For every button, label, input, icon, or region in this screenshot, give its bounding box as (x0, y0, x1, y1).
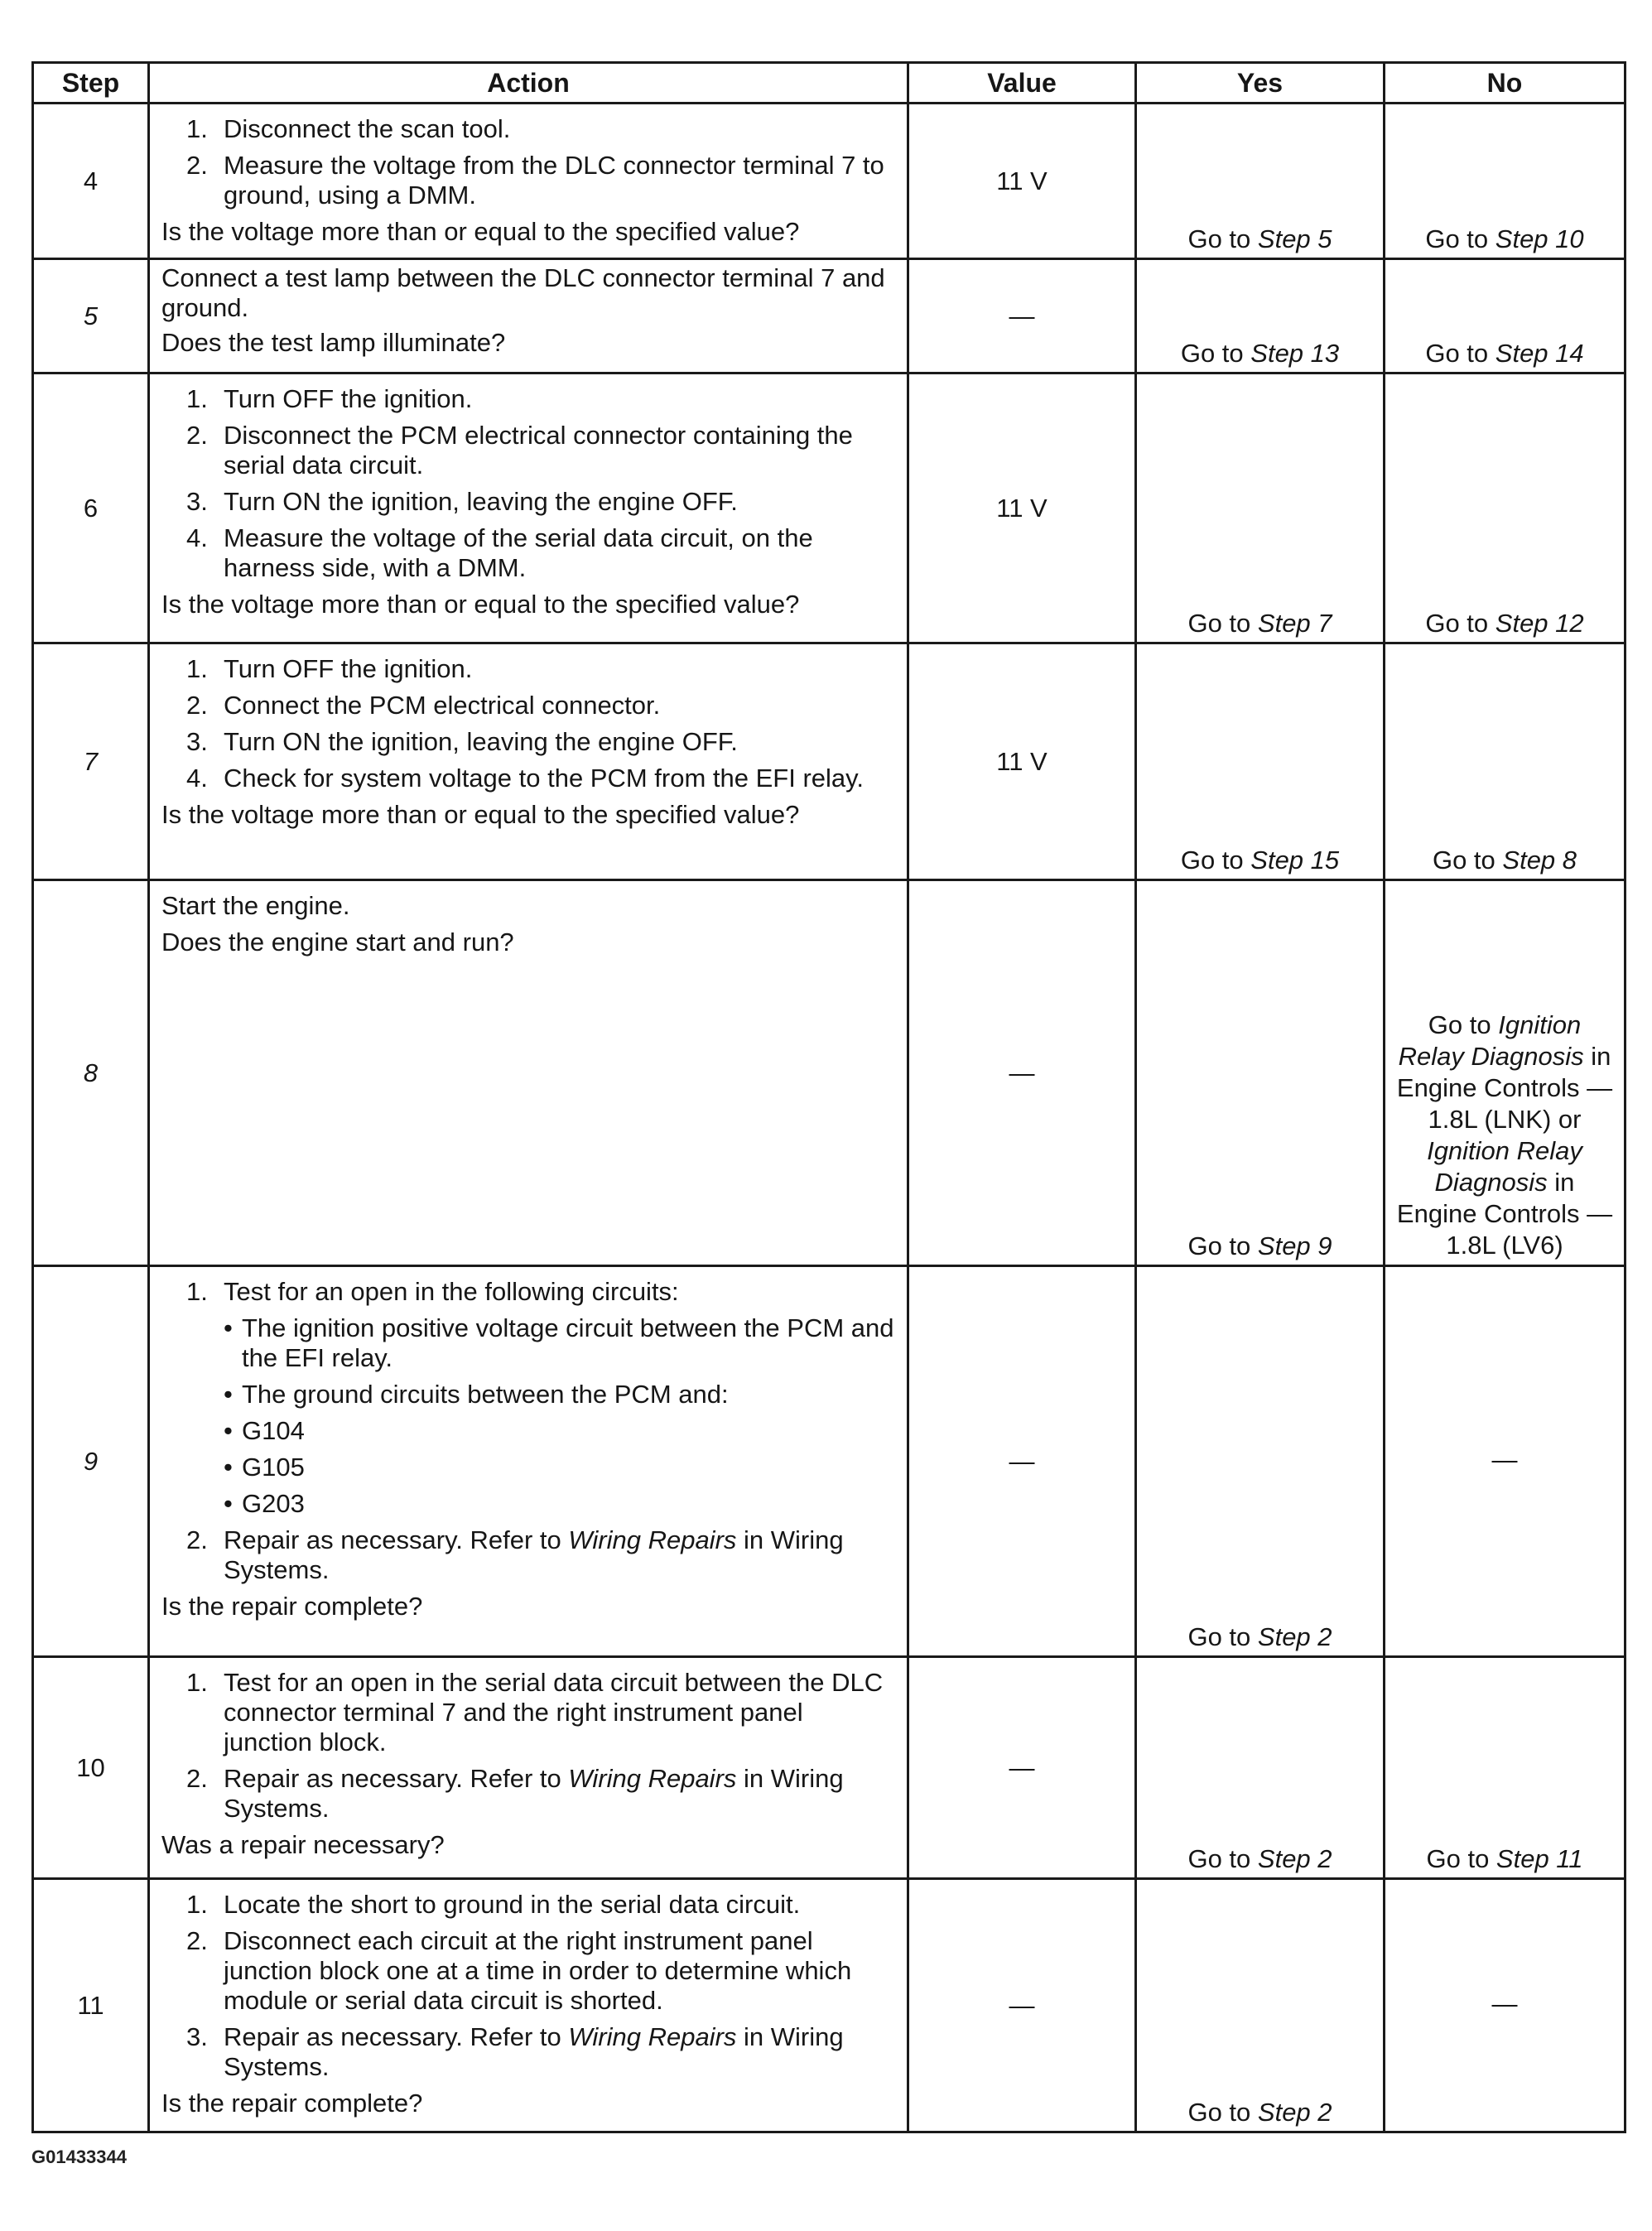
action-question: Does the test lamp illuminate? (161, 328, 506, 357)
action-item: Locate the short to ground in the serial data circuit. (224, 1890, 801, 1919)
step-row-9 (33, 1266, 1626, 1657)
action-text: Connect a test lamp between the DLC connector terminal 7 and ground. (161, 263, 885, 322)
action-item: Turn OFF the ignition. (224, 384, 473, 413)
no-cell: Go to Step 12 (1385, 373, 1626, 643)
action-item: Turn ON the ignition, leaving the engine OFF. (224, 727, 738, 756)
step-link[interactable]: Step 2 (1257, 2098, 1332, 2127)
step-link[interactable]: Step 10 (1495, 224, 1584, 253)
step-link[interactable]: Step 7 (1257, 609, 1332, 638)
value-cell: — (908, 259, 1136, 373)
header-no: No (1385, 63, 1626, 104)
step-link[interactable]: Step 2 (1257, 1622, 1332, 1651)
value-cell: — (908, 1879, 1136, 2132)
action-item: Disconnect the scan tool. (224, 114, 511, 143)
action-item: Disconnect each circuit at the right instrument panel junction block one at a time in order to determine which module or serial data circuit is shorted. (224, 1926, 852, 2015)
step-row-4 (33, 104, 1626, 259)
step-number: 7 (33, 643, 149, 880)
no-cell: Go to Step 8 (1385, 643, 1626, 880)
bullet-item: The ignition positive voltage circuit between the PCM and the EFI relay. (242, 1313, 894, 1372)
value-cell: 11 V (908, 104, 1136, 259)
figure-id: G01433344 (31, 2147, 127, 2167)
step-link[interactable]: Step 11 (1495, 1844, 1583, 1873)
step-row-6 (33, 373, 1626, 643)
action-cell: 1. Turn OFF the ignition. 2. Disconnect the PCM electrical connector containing the serial data circuit. 3. Turn ON the ignition, leaving the engine OFF. 4. Measure the voltage of the serial data circuit, on the harness side, with a DMM. Is the voltage more than or equal to the specified value? (149, 373, 908, 643)
step-number: 5 (33, 259, 149, 373)
step-link[interactable]: Step 13 (1250, 339, 1340, 368)
no-cell: Go to Step 14 (1385, 259, 1626, 373)
yes-cell: Go to Step 15 (1136, 643, 1385, 880)
yes-cell: Go to Step 2 (1136, 1879, 1385, 2132)
action-item: Repair as necessary. Refer to Wiring Repairs in Wiring Systems. (224, 2022, 844, 2081)
procedure-link[interactable]: Ignition Relay Diagnosis (1427, 1136, 1582, 1197)
action-item: Check for system voltage to the PCM from the EFI relay. (224, 764, 864, 793)
step-link[interactable]: Step 8 (1502, 846, 1577, 875)
action-question: Is the voltage more than or equal to the specified value? (161, 800, 800, 829)
action-item: Repair as necessary. Refer to Wiring Repairs in Wiring Systems. (224, 1764, 844, 1823)
step-number: 6 (33, 373, 149, 643)
bullet-item: The ground circuits between the PCM and: (242, 1380, 729, 1409)
action-item: Disconnect the PCM electrical connector containing the serial data circuit. (224, 421, 853, 479)
step-number: 8 (33, 880, 149, 1266)
header-step: Step (33, 63, 149, 104)
yes-cell: Go to Step 7 (1136, 373, 1385, 643)
step-row-8 (33, 880, 1626, 1266)
step-link[interactable]: Step 14 (1495, 339, 1584, 368)
action-item: Measure the voltage of the serial data circuit, on the harness side, with a DMM. (224, 523, 813, 582)
action-cell: 1. Test for an open in the following circuits: • The ignition positive voltage circuit between the PCM and the EFI relay. • The ground circuits between the PCM and: • G104 • G105 • G203 2. Repair as necessary. Refer to Wiring Repairs in Wiring Systems. Is the repair complete? (149, 1266, 908, 1657)
diagnostic-steps-table (31, 61, 1626, 2133)
step-link[interactable]: Step 15 (1250, 846, 1340, 875)
action-item: Repair as necessary. Refer to Wiring Repairs in Wiring Systems. (224, 1525, 844, 1584)
step-link[interactable]: Step 9 (1257, 1231, 1332, 1260)
step-link[interactable]: Step 2 (1257, 1844, 1332, 1873)
yes-cell: Go to Step 2 (1136, 1657, 1385, 1879)
action-question: Is the repair complete? (161, 1592, 423, 1621)
value-cell: — (908, 1657, 1136, 1879)
step-row-7 (33, 643, 1626, 880)
no-cell: Go to Step 11 (1385, 1657, 1626, 1879)
action-cell: 1. Disconnect the scan tool. 2. Measure the voltage from the DLC connector terminal 7 to ground, using a DMM. Is the voltage more than or equal to the specified value? (149, 104, 908, 259)
yes-cell: Go to Step 2 (1136, 1266, 1385, 1657)
step-link[interactable]: Step 12 (1495, 609, 1584, 638)
value-cell: 11 V (908, 373, 1136, 643)
yes-cell: Go to Step 13 (1136, 259, 1385, 373)
action-cell (149, 259, 908, 373)
value-cell: 11 V (908, 643, 1136, 880)
bullet-item: G105 (242, 1453, 305, 1482)
yes-cell: Go to Step 5 (1136, 104, 1385, 259)
bullet-item: G203 (242, 1489, 305, 1518)
action-item: Test for an open in the following circuits: (224, 1277, 679, 1306)
action-question: Is the voltage more than or equal to the specified value? (161, 590, 800, 619)
step-number: 11 (33, 1879, 149, 2132)
action-item: Test for an open in the serial data circuit between the DLC connector terminal 7 and the right instrument panel junction block. (224, 1668, 884, 1756)
action-item: Measure the voltage from the DLC connector terminal 7 to ground, using a DMM. (224, 151, 884, 210)
action-question: Does the engine start and run? (161, 928, 514, 956)
step-link[interactable]: Step 5 (1257, 224, 1332, 253)
step-number: 4 (33, 104, 149, 259)
procedure-link[interactable]: Ignition Relay Diagnosis (1398, 1010, 1584, 1071)
action-question: Is the repair complete? (161, 2089, 423, 2118)
action-cell: 1. Turn OFF the ignition. 2. Connect the PCM electrical connector. 3. Turn ON the ignition, leaving the engine OFF. 4. Check for system voltage to the PCM from the EFI relay. Is the voltage more than or equal to the specified value? (149, 643, 908, 880)
step-number: 10 (33, 1657, 149, 1879)
action-item: Connect the PCM electrical connector. (224, 691, 661, 720)
no-cell: Go to Ignition Relay Diagnosis in Engine Controls — 1.8L (LNK) or Ignition Relay Diagnosis in Engine Controls — 1.8L (LV6) (1385, 880, 1626, 1266)
no-cell: — (1385, 1266, 1626, 1657)
header-action: Action (149, 63, 908, 104)
action-item: Turn OFF the ignition. (224, 654, 473, 683)
table-header-row (33, 63, 1626, 104)
no-cell: Go to Step 10 (1385, 104, 1626, 259)
yes-cell: Go to Step 9 (1136, 880, 1385, 1266)
no-cell: — (1385, 1879, 1626, 2132)
bullet-item: G104 (242, 1416, 305, 1445)
action-question: Was a repair necessary? (161, 1830, 445, 1859)
diagnostic-table-page (31, 61, 1624, 2133)
header-yes: Yes (1136, 63, 1385, 104)
step-row-5 (33, 259, 1626, 373)
step-row-10 (33, 1657, 1626, 1879)
action-item: Turn ON the ignition, leaving the engine OFF. (224, 487, 738, 516)
wiring-repairs-link[interactable]: Wiring Repairs (568, 1764, 737, 1793)
wiring-repairs-link[interactable]: Wiring Repairs (568, 2022, 737, 2051)
step-number: 9 (33, 1266, 149, 1657)
action-text: Start the engine. (161, 891, 350, 920)
action-cell (149, 880, 908, 1266)
wiring-repairs-link[interactable]: Wiring Repairs (568, 1525, 737, 1554)
value-cell: — (908, 1266, 1136, 1657)
action-cell: 1. Locate the short to ground in the serial data circuit. 2. Disconnect each circuit at the right instrument panel junction block one at a time in order to determine which module or serial data circuit is shorted. 3. Repair as necessary. Refer to Wiring Repairs in Wiring Systems. Is the repair complete? (149, 1879, 908, 2132)
header-value: Value (908, 63, 1136, 104)
value-cell: — (908, 880, 1136, 1266)
action-cell: 1. Test for an open in the serial data circuit between the DLC connector terminal 7 and the right instrument panel junction block. 2. Repair as necessary. Refer to Wiring Repairs in Wiring Systems. Was a repair necessary? (149, 1657, 908, 1879)
action-question: Is the voltage more than or equal to the specified value? (161, 217, 800, 246)
step-row-11 (33, 1879, 1626, 2132)
